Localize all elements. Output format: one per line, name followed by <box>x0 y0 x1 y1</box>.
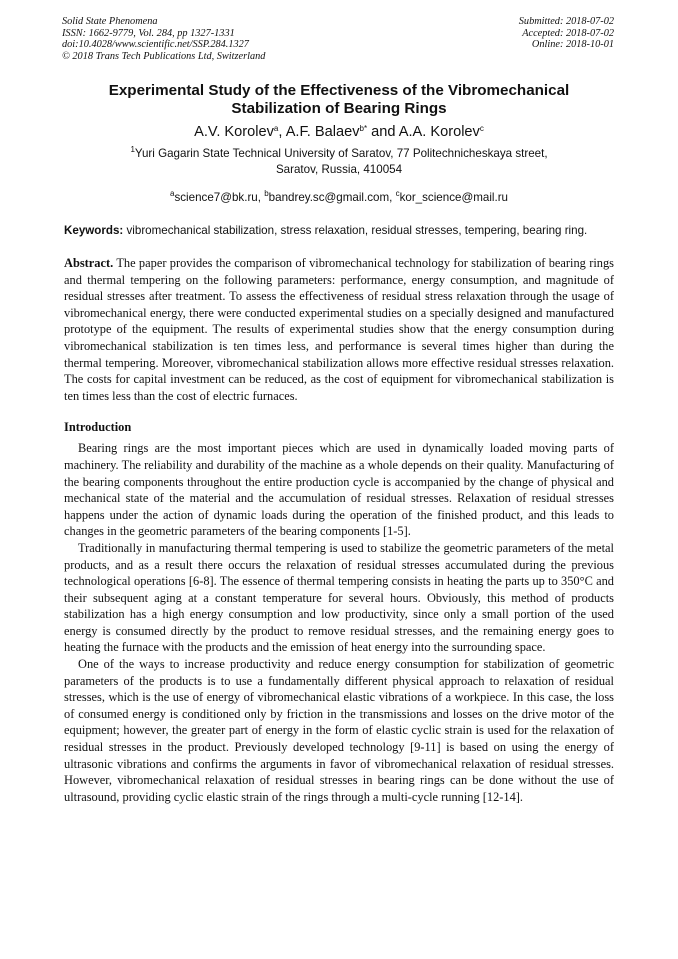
abstract-label: Abstract. <box>64 256 114 270</box>
keywords <box>64 223 614 238</box>
affiliation-line-1 <box>64 146 614 162</box>
author-sep: , <box>278 124 286 140</box>
intro-paragraph-2: Traditionally in manufacturing thermal tempering is used to stabilize the geometric parameters of the metal products, and as a result there occurs the relaxation of residual stresses accumulated during the previous technological operations [6-8]. The essence of thermal tempering consists in heating the parts up to 350°C and their subsequent aging at a constant temperature for several hours. Obviously, this method of products stabilization has a high energy consumption and low productivity, since only a small portion of the used energy is consumed directly by the product to remove residual stresses, and the remaining energy goes to heating the furnace with the products and the emission of heat energy into the surrounding space. <box>64 540 614 655</box>
abstract <box>64 255 614 404</box>
section-heading-introduction: Introduction <box>64 420 132 435</box>
author-1: A.V. Korolev <box>194 124 274 140</box>
author-3-mark: c <box>479 124 484 133</box>
intro-paragraph-1: Bearing rings are the most important pieces which are used in dynamically loaded moving parts of machinery. The reliability and durability of the machine as a whole depends on their quality. Manufacturing of the bearing components throughout the entire production cycle is accompanied by the change of physical and mechanical state of the material and the accumulation of residual stresses. Relaxation of residual stresses happens under the action of dynamic loads during the operation of the finished product, and this leads to changes in the geometric parameters of the bearing components [1-5]. <box>64 441 614 539</box>
author-2-mark: b* <box>359 124 368 133</box>
author-1-mark: a <box>273 124 279 133</box>
email-a-mark: a <box>170 189 175 198</box>
date-submitted: Submitted: 2018-07-02 <box>518 16 614 27</box>
paper-title <box>64 82 614 118</box>
title-line-2: Stabilization of Bearing Rings <box>231 100 447 117</box>
email-sep: , <box>257 191 265 204</box>
date-online: Online: 2018-10-01 <box>531 39 614 51</box>
title-line-1: Experimental Study of the Effectiveness of the Vibromechanical <box>108 82 570 99</box>
email-a: science7@bk.ru <box>174 191 258 204</box>
journal-copyright: © 2018 Trans Tech Publications Ltd, Switzerland <box>62 50 266 62</box>
submission-dates <box>519 16 614 51</box>
affiliation-text: Yuri Gagarin State Technical University of Saratov, 77 Politechnicheskaya street, <box>134 147 548 160</box>
intro-paragraph-3: One of the ways to increase productivity and reduce energy consumption for stabilization of geometric parameters of the products is to use a fundamentally different physical approach to relaxation of residual stresses, which is the use of energy of vibromechanical elastic vibrations of a workpiece. In this case, the loss of consumed energy is conditioned only by friction in the transmissions and losses on the drive motor of the equipment; however, the greater part of energy in the form of elastic cyclic strain is used for the relaxation of residual stresses in the product. Previously developed technology [9-11] is based on using the energy of ultrasonic vibrations and confirms the arguments in favor of vibromechanical relaxation of residual stresses. However, vibromechanical relaxation of residual stresses in bearing rings can be done without the use of ultrasound, providing cyclic elastic strain of the rings through a multi-cycle running [12-14]. <box>64 657 614 804</box>
author-2: A.F. Balaev <box>285 124 360 140</box>
affiliation-mark: 1 <box>130 145 135 154</box>
author-sep: and <box>367 124 399 140</box>
journal-doi: doi:10.4028/www.scientific.net/SSP.284.1327 <box>62 39 249 51</box>
email-c-mark: c <box>395 189 400 198</box>
affiliation <box>64 146 614 178</box>
email-c: kor_science@mail.ru <box>399 191 508 204</box>
affiliation-line-2: Saratov, Russia, 410054 <box>275 163 403 176</box>
email-b-mark: b <box>264 189 269 198</box>
paper-page <box>64 16 614 805</box>
keywords-label: Keywords: <box>64 224 124 237</box>
journal-header <box>64 16 614 64</box>
email-b: bandrey.sc@gmail.com <box>268 191 390 204</box>
journal-issn: ISSN: 1662-9779, Vol. 284, pp 1327-1331 <box>62 27 235 39</box>
author-list <box>64 123 614 141</box>
abstract-text: The paper provides the comparison of vibromechanical technology for stabilization of bearing rings and thermal tempering on the following parameters: performance, energy consumption, and magnitude of residual stresses after treatment. To assess the effectiveness of residual stress relaxation through the usage of vibromechanical energy, there were conducted experimental studies on a specially designed and manufactured prototype of the equipment. The results of experimental studies show that the energy consumption during vibromechanical stabilization is ten times less, and performance is several times higher than during the thermal tempering. Moreover, vibromechanical stabilization allows more effective residual stresses relaxation. The costs for capital investment can be reduced, as the cost of equipment for vibromechanical stabilization is ten times less than the cost of electric furnaces. <box>64 256 614 403</box>
author-emails <box>64 190 614 205</box>
journal-info <box>62 16 265 62</box>
journal-name: Solid State Phenomena <box>62 16 158 27</box>
author-3: A.A. Korolev <box>398 124 480 140</box>
date-accepted: Accepted: 2018-07-02 <box>522 27 614 39</box>
email-sep: , <box>389 191 396 204</box>
keywords-text: vibromechanical stabilization, stress relaxation, residual stresses, tempering, bearing ring. <box>123 224 588 237</box>
